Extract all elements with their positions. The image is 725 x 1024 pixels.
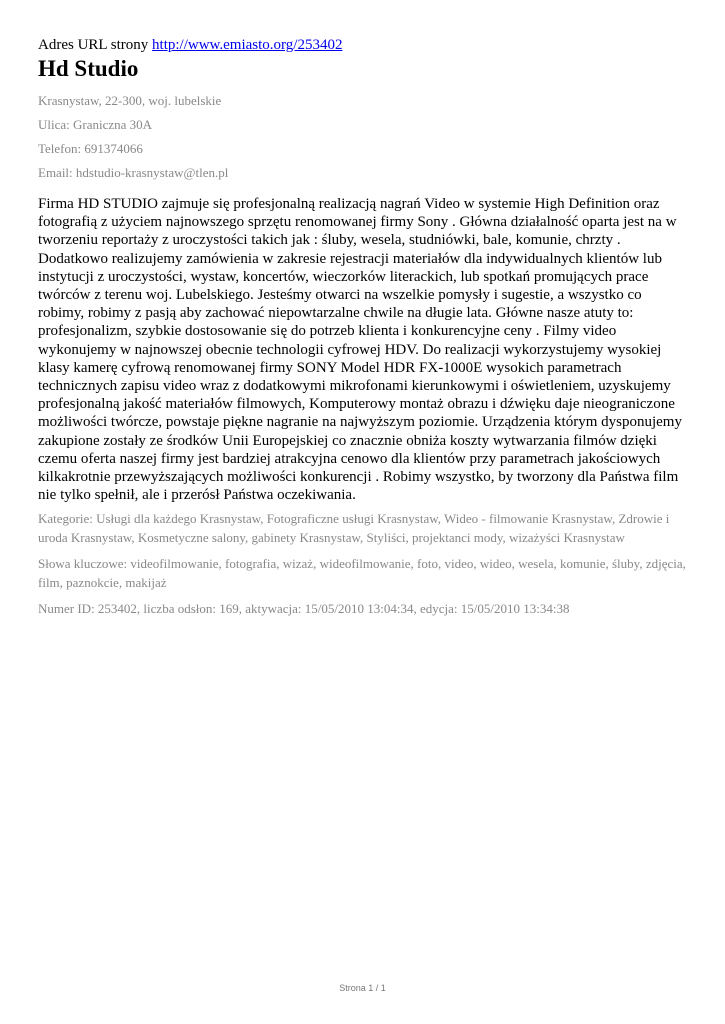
record-info: Numer ID: 253402, liczba odsłon: 169, aktywacja: 15/05/2010 13:04:34, edycja: 15/05/2010 13:34:38 bbox=[38, 601, 570, 617]
company-description: Firma HD STUDIO zajmuje się profesjonalną realizacją nagrań Video w systemie High Definition oraz fotografią z użyciem najnowszego sprzętu renomowanej firmy Sony . Główna działalność oparta jest na w tworzeniu reportaży z uroczystości takich jak : śluby, wesela, studniówki, bale, komunie, chrzty . Dodatkowo realizujemy zamówienia w zakresie rejestracji materiałów dla indywidualnych klientów lub instytucji z uroczystości, wystaw, koncertów, wieczorków literackich, lub spotkań promujących prace twórców z terenu woj. Lubelskiego. Jesteśmy otwarci na wszelkie pomysły i sugestie, a wszystko co robimy, robimy z pasją aby zachować niepowtarzalne chwile na długie lata. Główne nasze atuty to: profesjonalizm, szybkie dostosowanie się do potrzeb klienta i konkurencyjne ceny . Filmy video wykonujemy w najnowszej obecnie technologii cyfrowej HDV. Do realizacji wykorzystujemy wysokiej klasy kamerę cyfrową renomowanej firmy SONY Model HDR FX-1000E wysokich parametrach technicznych zapisu video wraz z dodatkowymi mikrofonami kierunkowymi i oświetleniem, uzyskujemy profesjonalną jakość materiałów filmowych, Komputerowy montaż obrazu i dźwięku daje nieograniczone możliwości twórcze, powstaje piękne nagranie na najwyższym poziomie. Urządzenia którym dysponujemy zakupione zostały ze środków Unii Europejskiej co znacznie obniża koszty wytwarzania filmów dzięki czemu oferta naszej firmy jest bardziej atrakcyjna cenowo dla klientów przy parametrach jakościowych kilkakrotnie przewyższających możliwości konkurencji . Robimy wszystko, by tworzony dla Państwa film nie tylko spełnił, ale i przerósł Państwa oczekiwania. bbox=[38, 196, 682, 504]
company-location: Krasnystaw, 22-300, woj. lubelskie bbox=[38, 93, 222, 108]
keywords-text: Słowa kluczowe: videofilmowanie, fotografia, wizaż, wideofilmowanie, foto, video, wideo, wesela, komunie, śluby, zdjęcia, film, paznokcie, makijaż bbox=[38, 556, 686, 590]
page-number: Strona 1 / 1 bbox=[339, 983, 386, 993]
page-url-link[interactable]: http://www.emiasto.org/253402 bbox=[152, 37, 343, 53]
url-label: Adres URL strony bbox=[38, 37, 149, 53]
url-line bbox=[38, 36, 688, 54]
categories-text: Kategorie: Usługi dla każdego Krasnystaw, Fotograficzne usługi Krasnystaw, Wideo - filmowanie Krasnystaw, Zdrowie i uroda Krasnystaw, Kosmetyczne salony, gabinety Krasnystaw, Styliści, projektanci mody, wizażyści Krasnystaw bbox=[38, 511, 670, 545]
company-email: Email: hdstudio-krasnystaw@tlen.pl bbox=[38, 165, 229, 180]
company-phone: Telefon: 691374066 bbox=[38, 141, 143, 156]
document-page bbox=[38, 36, 688, 627]
company-street: Ulica: Graniczna 30A bbox=[38, 117, 153, 132]
company-name: Hd Studio bbox=[38, 56, 139, 81]
